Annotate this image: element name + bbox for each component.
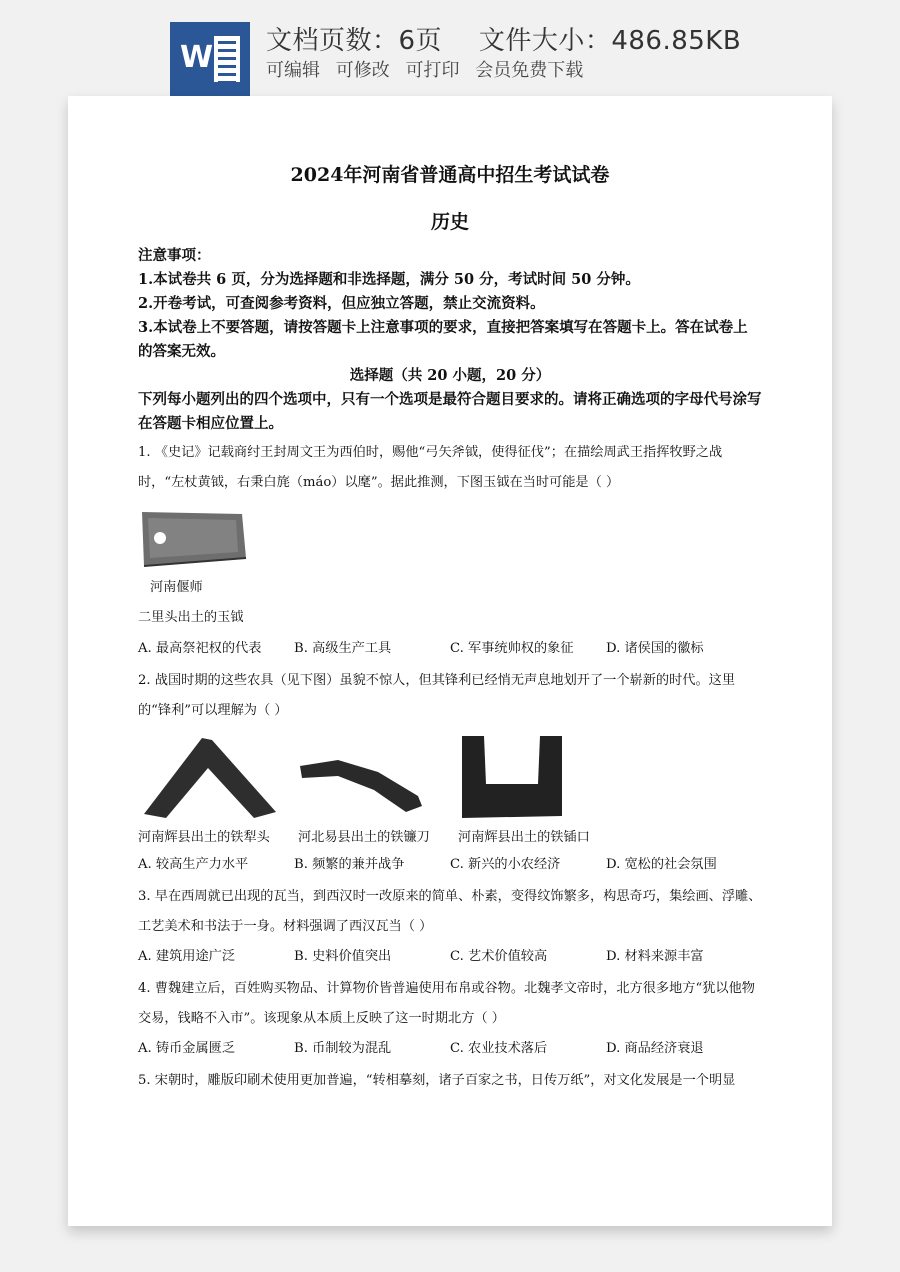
question-1-caption-place: 河南偃师 [150, 580, 203, 595]
notice-heading: 注意事项： [138, 247, 211, 264]
section-heading: 选择题（共 20 小题，20 分） [349, 367, 551, 384]
question-1-caption-item: 二里头出土的玉钺 [138, 610, 244, 625]
question-2-option-c[interactable]: C. 新兴的小农经济 [450, 857, 561, 872]
file-size: 文件大小：486.85KB [478, 26, 742, 56]
question-2-option-b[interactable]: B. 频繁的兼并战争 [294, 857, 405, 872]
question-4-option-b[interactable]: B. 币制较为混乱 [294, 1041, 392, 1056]
word-icon-lines [214, 36, 240, 82]
question-2-option-d[interactable]: D. 宽松的社会氛围 [606, 857, 717, 872]
feature-member-download[interactable]: 会员免费下载 [475, 60, 584, 81]
word-doc-icon [170, 22, 250, 96]
question-4-options [138, 1034, 762, 1064]
question-1-option-d[interactable]: D. 诸侯国的徽标 [606, 641, 704, 656]
question-2-options [138, 850, 762, 880]
question-1-options [138, 634, 762, 664]
document-features [266, 56, 593, 82]
question-3-option-a[interactable]: A. 建筑用途广泛 [138, 949, 236, 964]
question-1-option-c[interactable]: C. 军事统帅权的象征 [450, 641, 574, 656]
question-1-option-b[interactable]: B. 高级生产工具 [294, 641, 392, 656]
question-4-option-d[interactable]: D. 商品经济衰退 [606, 1041, 704, 1056]
notice-1: 1.本试卷共 6 页，分为选择题和非选择题，满分 50 分，考试时间 50 分钟。 [138, 271, 640, 288]
question-2-caption-1: 河南辉县出土的铁犁头 [138, 830, 270, 845]
exam-subject: 历史 [430, 211, 469, 233]
feature-modifiable: 可修改 [335, 60, 390, 81]
jade-yue-axe-image [138, 508, 762, 570]
page-count: 文档页数：6页 [266, 26, 443, 56]
word-icon-letter: W [180, 40, 214, 75]
question-3-options [138, 942, 762, 972]
question-4-option-c[interactable]: C. 农业技术落后 [450, 1041, 548, 1056]
iron-sickle-image [298, 752, 458, 816]
document-info-banner [0, 0, 900, 96]
question-2-images [138, 732, 762, 822]
question-2-option-a[interactable]: A. 较高生产力水平 [138, 857, 249, 872]
question-1-option-a[interactable]: A. 最高祭祀权的代表 [138, 641, 262, 656]
question-2-caption-2: 河北易县出土的铁镰刀 [298, 830, 430, 845]
notice-3: 3.本试卷上不要答题，请按答题卡上注意事项的要求，直接把答案填写在答题卡上。答在试卷上的答案无效。 [138, 319, 748, 360]
question-2-caption-3: 河南辉县出土的铁锸口 [458, 830, 590, 845]
iron-spade-image [458, 732, 618, 822]
question-4-option-a[interactable]: A. 铸币金属匮乏 [138, 1041, 236, 1056]
feature-printable: 可打印 [405, 60, 460, 81]
question-4-stem: 4. 曹魏建立后，百姓购买物品、计算物价皆普遍使用布帛或谷物。北魏孝文帝时，北方很多地方“犹以他物交易，钱略不入市”。该现象从本质上反映了这一时期北方（ ） [138, 981, 755, 1026]
question-2-captions [138, 826, 762, 850]
page-content [138, 156, 762, 1096]
question-3-stem: 3. 早在西周就已出现的瓦当，到西汉时一改原来的简单、朴素，变得纹饰繁多，构思奇巧，集绘画、浮雕、工艺美术和书法于一身。材料强调了西汉瓦当（ ） [138, 889, 762, 934]
question-3-option-d[interactable]: D. 材料来源丰富 [606, 949, 704, 964]
feature-editable: 可编辑 [266, 60, 320, 81]
section-instruction: 下列每小题列出的四个选项中，只有一个选项是最符合题目要求的。请将正确选项的字母代号涂写在答题卡相应位置上。 [138, 391, 762, 432]
question-5-stem: 5. 宋朝时，雕版印刷术使用更加普遍，“转相摹刻，诸子百家之书，日传万纸”，对文化发展是一个明显 [138, 1073, 736, 1088]
question-3-option-b[interactable]: B. 史料价值突出 [294, 949, 392, 964]
iron-plowshare-image [138, 732, 298, 822]
exam-title: 2024年河南省普通高中招生考试试卷 [290, 164, 610, 186]
notice-2: 2.开卷考试，可查阅参考资料，但应独立答题，禁止交流资料。 [138, 295, 545, 312]
question-2-stem: 2. 战国时期的这些农具（见下图）虽貌不惊人，但其锋利已经悄无声息地划开了一个崭新的时代。这里的“锋利”可以理解为（ ） [138, 673, 736, 718]
question-1-stem: 1. 《史记》记载商纣王封周文王为西伯时，赐他“弓矢斧钺，使得征伐”；在描绘周武王指挥牧野之战时，“左杖黄钺，右秉白旄（máo）以麾”。据此推测，下图玉钺在当时可能是（ ） [138, 445, 723, 490]
document-page [68, 96, 832, 1226]
question-3-option-c[interactable]: C. 艺术价值较高 [450, 949, 548, 964]
document-stats [266, 20, 769, 57]
